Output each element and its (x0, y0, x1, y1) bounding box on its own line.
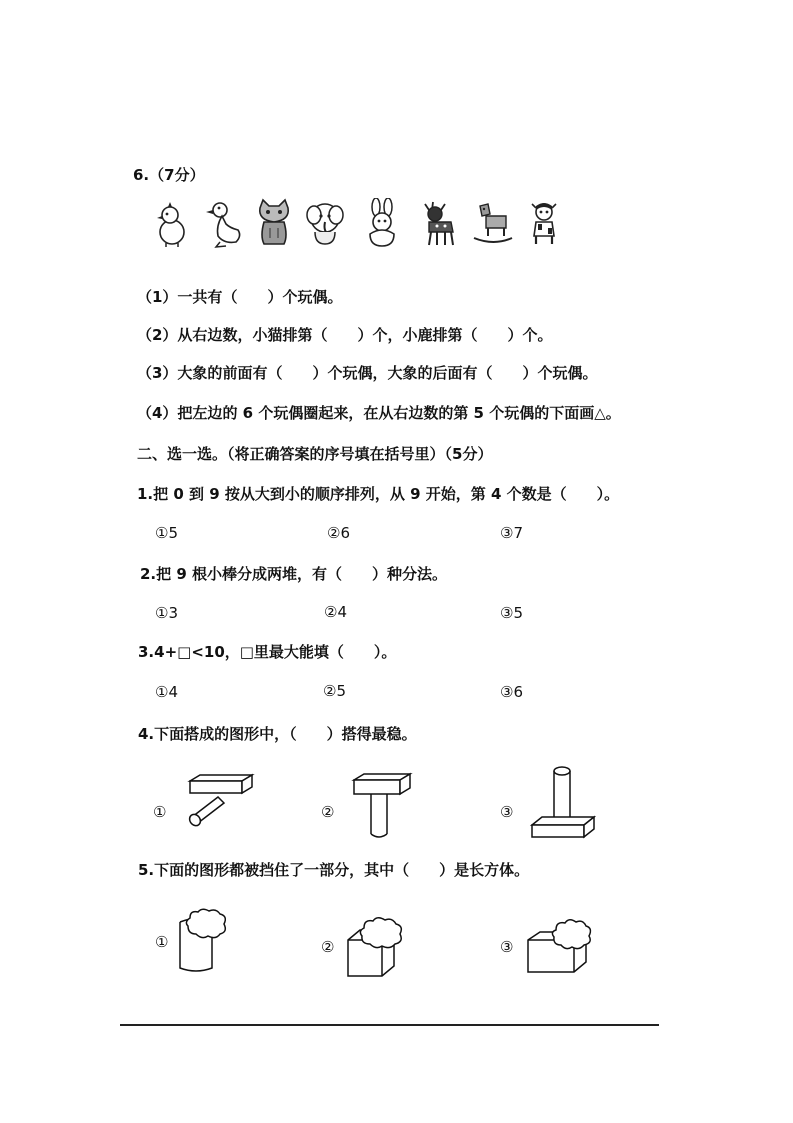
q3-option-3[interactable]: ③6 (500, 683, 523, 701)
cow-toy-icon (522, 198, 566, 248)
question-6-title: 6.（7分） (133, 166, 205, 184)
duck-toy-icon (202, 198, 246, 248)
q5-shape-2-cube-covered (346, 916, 416, 982)
chick-toy-icon (150, 198, 194, 248)
q4-shape-3-cylinder-on-bar (530, 765, 600, 845)
q2-option-1[interactable]: ①3 (155, 604, 178, 622)
q4-label-2[interactable]: ② (321, 803, 335, 821)
bottom-divider-line (120, 1024, 659, 1026)
q6-item-3: （3）大象的前面有（ ）个玩偶，大象的后面有（ ）个玩偶。 (137, 364, 598, 382)
q4-shape-1-bar-on-cylinder (178, 773, 258, 833)
q5-label-1[interactable]: ① (155, 933, 169, 951)
q5-shape-3-cuboid-covered (526, 916, 596, 978)
q5-label-2[interactable]: ② (321, 938, 335, 956)
q4-label-3[interactable]: ③ (500, 803, 514, 821)
q6-item-4: （4）把左边的 6 个玩偶圈起来，在从右边数的第 5 个玩偶的下面画△。 (137, 404, 621, 422)
rocking-horse-toy-icon (470, 198, 514, 248)
rabbit-toy-icon (360, 198, 404, 248)
question-1-stem: 1.把 0 到 9 按从大到小的顺序排列，从 9 开始，第 4 个数是（ ）。 (137, 485, 620, 503)
q1-option-3[interactable]: ③7 (500, 524, 523, 542)
deer-toy-icon (415, 198, 459, 248)
q5-label-3[interactable]: ③ (500, 938, 514, 956)
q3-option-1[interactable]: ①4 (155, 683, 178, 701)
cat-toy-icon (252, 198, 296, 248)
q2-option-3[interactable]: ③5 (500, 604, 523, 622)
q5-shape-1-cylinder-covered (176, 908, 232, 974)
elephant-toy-icon (303, 198, 347, 248)
q4-label-1[interactable]: ① (153, 803, 167, 821)
question-5-stem: 5.下面的图形都被挡住了一部分，其中（ ）是长方体。 (138, 861, 530, 879)
q1-option-1[interactable]: ①5 (155, 524, 178, 542)
section-2-heading: 二、选一选。（将正确答案的序号填在括号里）（5分） (137, 445, 493, 463)
question-3-stem: 3.4+□<10，□里最大能填（ ）。 (138, 643, 397, 661)
question-2-stem: 2.把 9 根小棒分成两堆，有（ ）种分法。 (140, 565, 448, 583)
q4-shape-2-bar-on-cylinder (350, 772, 420, 842)
question-4-stem: 4.下面搭成的图形中，（ ）搭得最稳。 (138, 725, 417, 743)
q2-option-2[interactable]: ②4 (324, 603, 347, 621)
q1-option-2[interactable]: ②6 (327, 524, 350, 542)
q6-item-1: （1）一共有（ ）个玩偶。 (137, 288, 343, 306)
q6-item-2: （2）从右边数，小猫排第（ ）个，小鹿排第（ ）个。 (137, 326, 553, 344)
q3-option-2[interactable]: ②5 (323, 682, 346, 700)
